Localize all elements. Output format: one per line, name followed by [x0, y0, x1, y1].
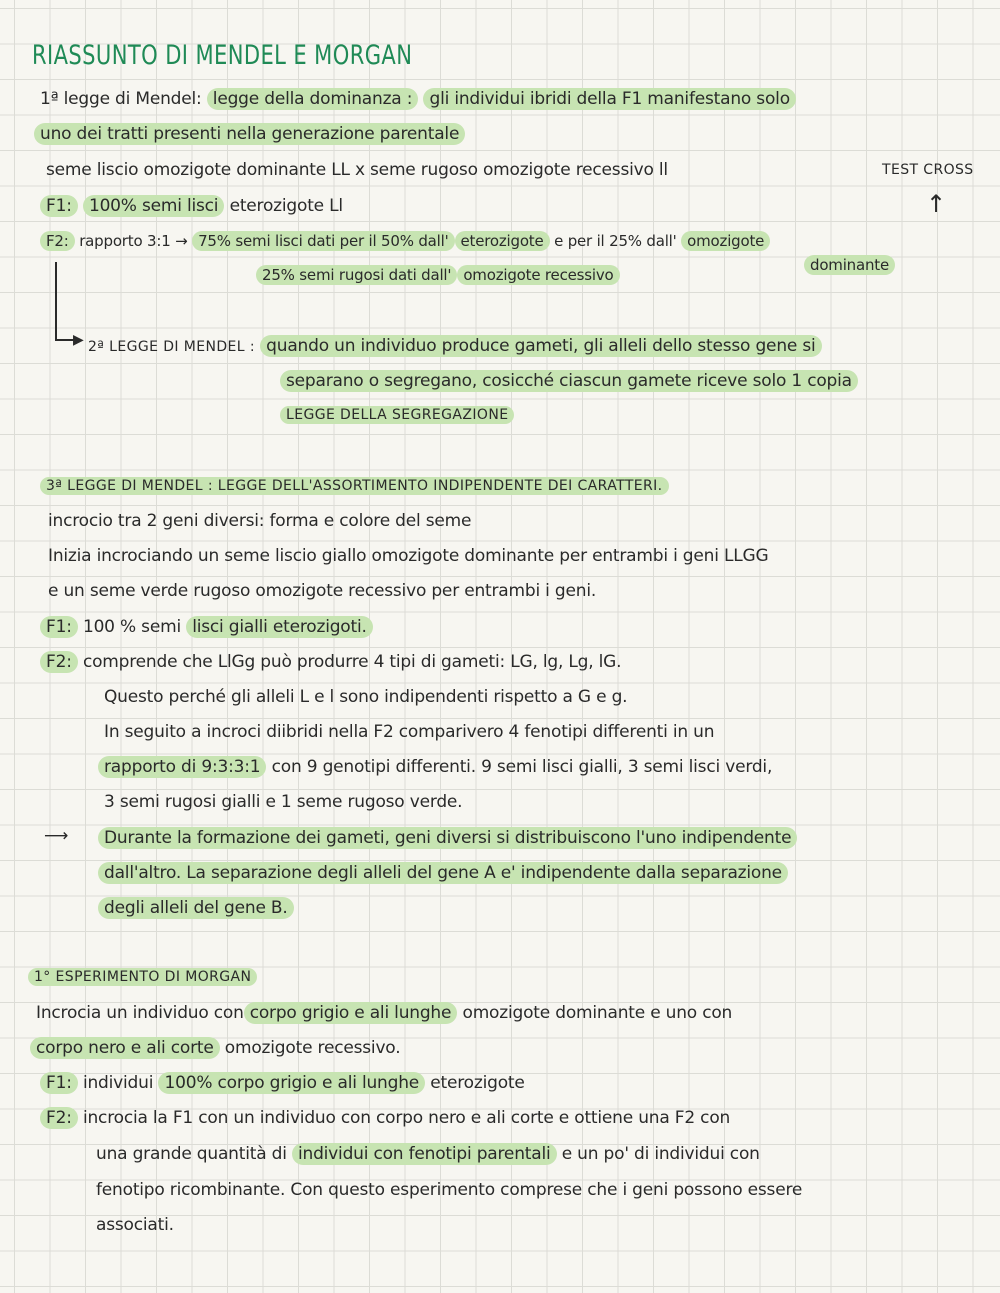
mendel2-line3 — [280, 402, 514, 428]
morgan-heading-text: 1° ESPERIMENTO DI MORGAN — [28, 968, 257, 986]
mendel2-text2: separano o segregano, cosicché ciascun gamete riceve solo 1 copia — [280, 370, 858, 392]
mendel3-concl1-text: Durante la formazione dei gameti, geni diversi si distribuiscono l'uno indipendente — [98, 827, 797, 849]
morgan-line2 — [30, 1035, 400, 1061]
mendel1-f2-dominante — [804, 252, 895, 278]
test-cross-label: TEST CROSS — [882, 162, 974, 178]
morgan-line2-hl: corpo nero e ali corte — [30, 1037, 220, 1059]
mendel1-f2-line2-hl: 25% semi rugosi dati dall' — [256, 265, 457, 285]
mendel1-f1 — [40, 193, 343, 219]
mendel3-concl3-text: degli alleli del gene B. — [98, 897, 294, 919]
mendel3-f1-pre: 100 % semi — [82, 617, 181, 637]
morgan-heading — [28, 964, 257, 990]
mendel3-heading — [40, 473, 669, 499]
morgan-line1-rest: omozigote dominante e uno con — [462, 1003, 733, 1023]
mendel2-text1: quando un individuo produce gameti, gli alleli dello stesso gene si — [260, 335, 821, 357]
mendel3-f2-text1: comprende che LlGg può produrre 4 tipi di gameti: LG, lg, Lg, lG. — [82, 652, 622, 672]
mendel1-f2-line2 — [256, 262, 620, 288]
mendel3-concl3 — [98, 895, 294, 921]
morgan-line1-hl: corpo grigio e ali lunghe — [244, 1002, 458, 1024]
morgan-f2-line2-hl: individui con fenotipi parentali — [292, 1143, 557, 1165]
mendel2-line1 — [88, 333, 822, 360]
mendel1-label: 1ª legge di Mendel: — [40, 89, 202, 109]
page-title: RIASSUNTO DI MENDEL E MORGAN — [32, 40, 413, 71]
mendel3-heading-text: 3ª LEGGE DI MENDEL : LEGGE DELL'ASSORTIMENTO INDIPENDENTE DEI CARATTERI. — [40, 477, 669, 495]
morgan-f2-line2 — [96, 1141, 760, 1167]
mendel1-line1 — [40, 86, 796, 112]
mendel2-name: LEGGE DELLA SEGREGAZIONE — [280, 406, 514, 424]
mendel2-label: 2ª LEGGE DI MENDEL : — [88, 339, 255, 355]
mendel1-f2-ratio: rapporto 3:1 — [79, 232, 171, 250]
mendel3-f2-line2: Questo perché gli alleli L e l sono indipendenti rispetto a G e g. — [104, 687, 628, 707]
mendel1-f2-line1-hl: 75% semi lisci dati per il 50% dall' — [192, 231, 454, 251]
mendel1-f1-label: F1: — [40, 195, 78, 217]
morgan-f2-line4: associati. — [96, 1215, 174, 1235]
morgan-f1-hl: 100% corpo grigio e ali lunghe — [158, 1072, 425, 1094]
morgan-line1 — [36, 1000, 732, 1026]
mendel1-line2 — [34, 121, 465, 147]
morgan-f2-text1: incrocia la F1 con un individuo con corpo nero e ali corte e ottiene una F2 con — [82, 1108, 731, 1128]
mendel1-f2-line1-end: omozigote — [681, 231, 770, 251]
morgan-f2-label: F2: — [40, 1107, 78, 1129]
mendel1-text1: gli individui ibridi della F1 manifestano solo — [423, 88, 795, 110]
morgan-f1 — [40, 1070, 525, 1096]
mendel3-f2-line1 — [40, 649, 621, 675]
up-arrow-icon: ↑ — [926, 190, 947, 218]
mendel3-ratio: rapporto di 9:3:3:1 — [98, 756, 266, 778]
morgan-f2-line1 — [40, 1105, 730, 1131]
mendel1-f2-line1-rest: e per il 25% dall' — [554, 232, 677, 250]
mendel1-name: legge della dominanza : — [207, 88, 418, 110]
bracket-arrow-icon: ▶ — [73, 332, 84, 348]
mendel1-f1-hl: 100% semi lisci — [83, 195, 224, 217]
mendel1-cross: seme liscio omozigote dominante LL x seme rugoso omozigote recessivo ll — [46, 160, 668, 180]
mendel3-concl2 — [98, 860, 788, 886]
mendel1-f2-line1-mid: eterozigote — [455, 231, 550, 251]
mendel3-f1-hl: lisci gialli eterozigoti. — [186, 616, 373, 638]
mendel1-f2-line1 — [40, 228, 770, 254]
mendel1-f2-label: F2: — [40, 231, 75, 251]
morgan-f1-pre: individui — [82, 1073, 154, 1093]
morgan-f1-label: F1: — [40, 1072, 78, 1094]
morgan-line1-pre: Incrocia un individuo con — [36, 1003, 244, 1023]
mendel3-concl-arrow: ⟶ — [44, 826, 69, 846]
mendel1-text2: uno dei tratti presenti nella generazione parentale — [34, 123, 465, 145]
morgan-f2-line2-rest: e un po' di individui con — [561, 1144, 760, 1164]
arrow-right-icon: → — [175, 232, 188, 250]
mendel3-f2-line3: In seguito a incroci diibridi nella F2 comparivero 4 fenotipi differenti in un — [104, 722, 715, 742]
mendel1-f2-line2-end: omozigote recessivo — [457, 265, 619, 285]
mendel3-line1: incrocio tra 2 geni diversi: forma e colore del seme — [48, 511, 472, 531]
morgan-f2-line3: fenotipo ricombinante. Con questo esperimento comprese che i geni possono essere — [96, 1180, 803, 1200]
mendel3-f2-line5: 3 semi rugosi gialli e 1 seme rugoso verde. — [104, 792, 463, 812]
bracket-vertical-line — [55, 262, 57, 340]
morgan-f1-rest: eterozigote — [430, 1073, 525, 1093]
morgan-f2-line2-pre: una grande quantità di — [96, 1144, 287, 1164]
mendel1-f1-rest: eterozigote Ll — [229, 196, 343, 216]
mendel3-f1 — [40, 614, 373, 640]
dominante-label: dominante — [804, 255, 895, 275]
mendel2-line2 — [280, 368, 858, 394]
mendel3-concl2-text: dall'altro. La separazione degli alleli del gene A e' indipendente dalla separazione — [98, 862, 788, 884]
mendel3-line3: e un seme verde rugoso omozigote recessivo per entrambi i geni. — [48, 581, 597, 601]
mendel3-f2-line4 — [98, 754, 772, 780]
mendel3-f1-label: F1: — [40, 616, 78, 638]
mendel3-f2-label: F2: — [40, 651, 78, 673]
mendel3-concl1 — [98, 825, 797, 851]
morgan-line2-rest: omozigote recessivo. — [224, 1038, 401, 1058]
mendel3-f2-line4-rest: con 9 genotipi differenti. 9 semi lisci gialli, 3 semi lisci verdi, — [271, 757, 773, 777]
mendel3-line2: Inizia incrociando un seme liscio giallo omozigote dominante per entrambi i geni LLGG — [48, 546, 769, 566]
